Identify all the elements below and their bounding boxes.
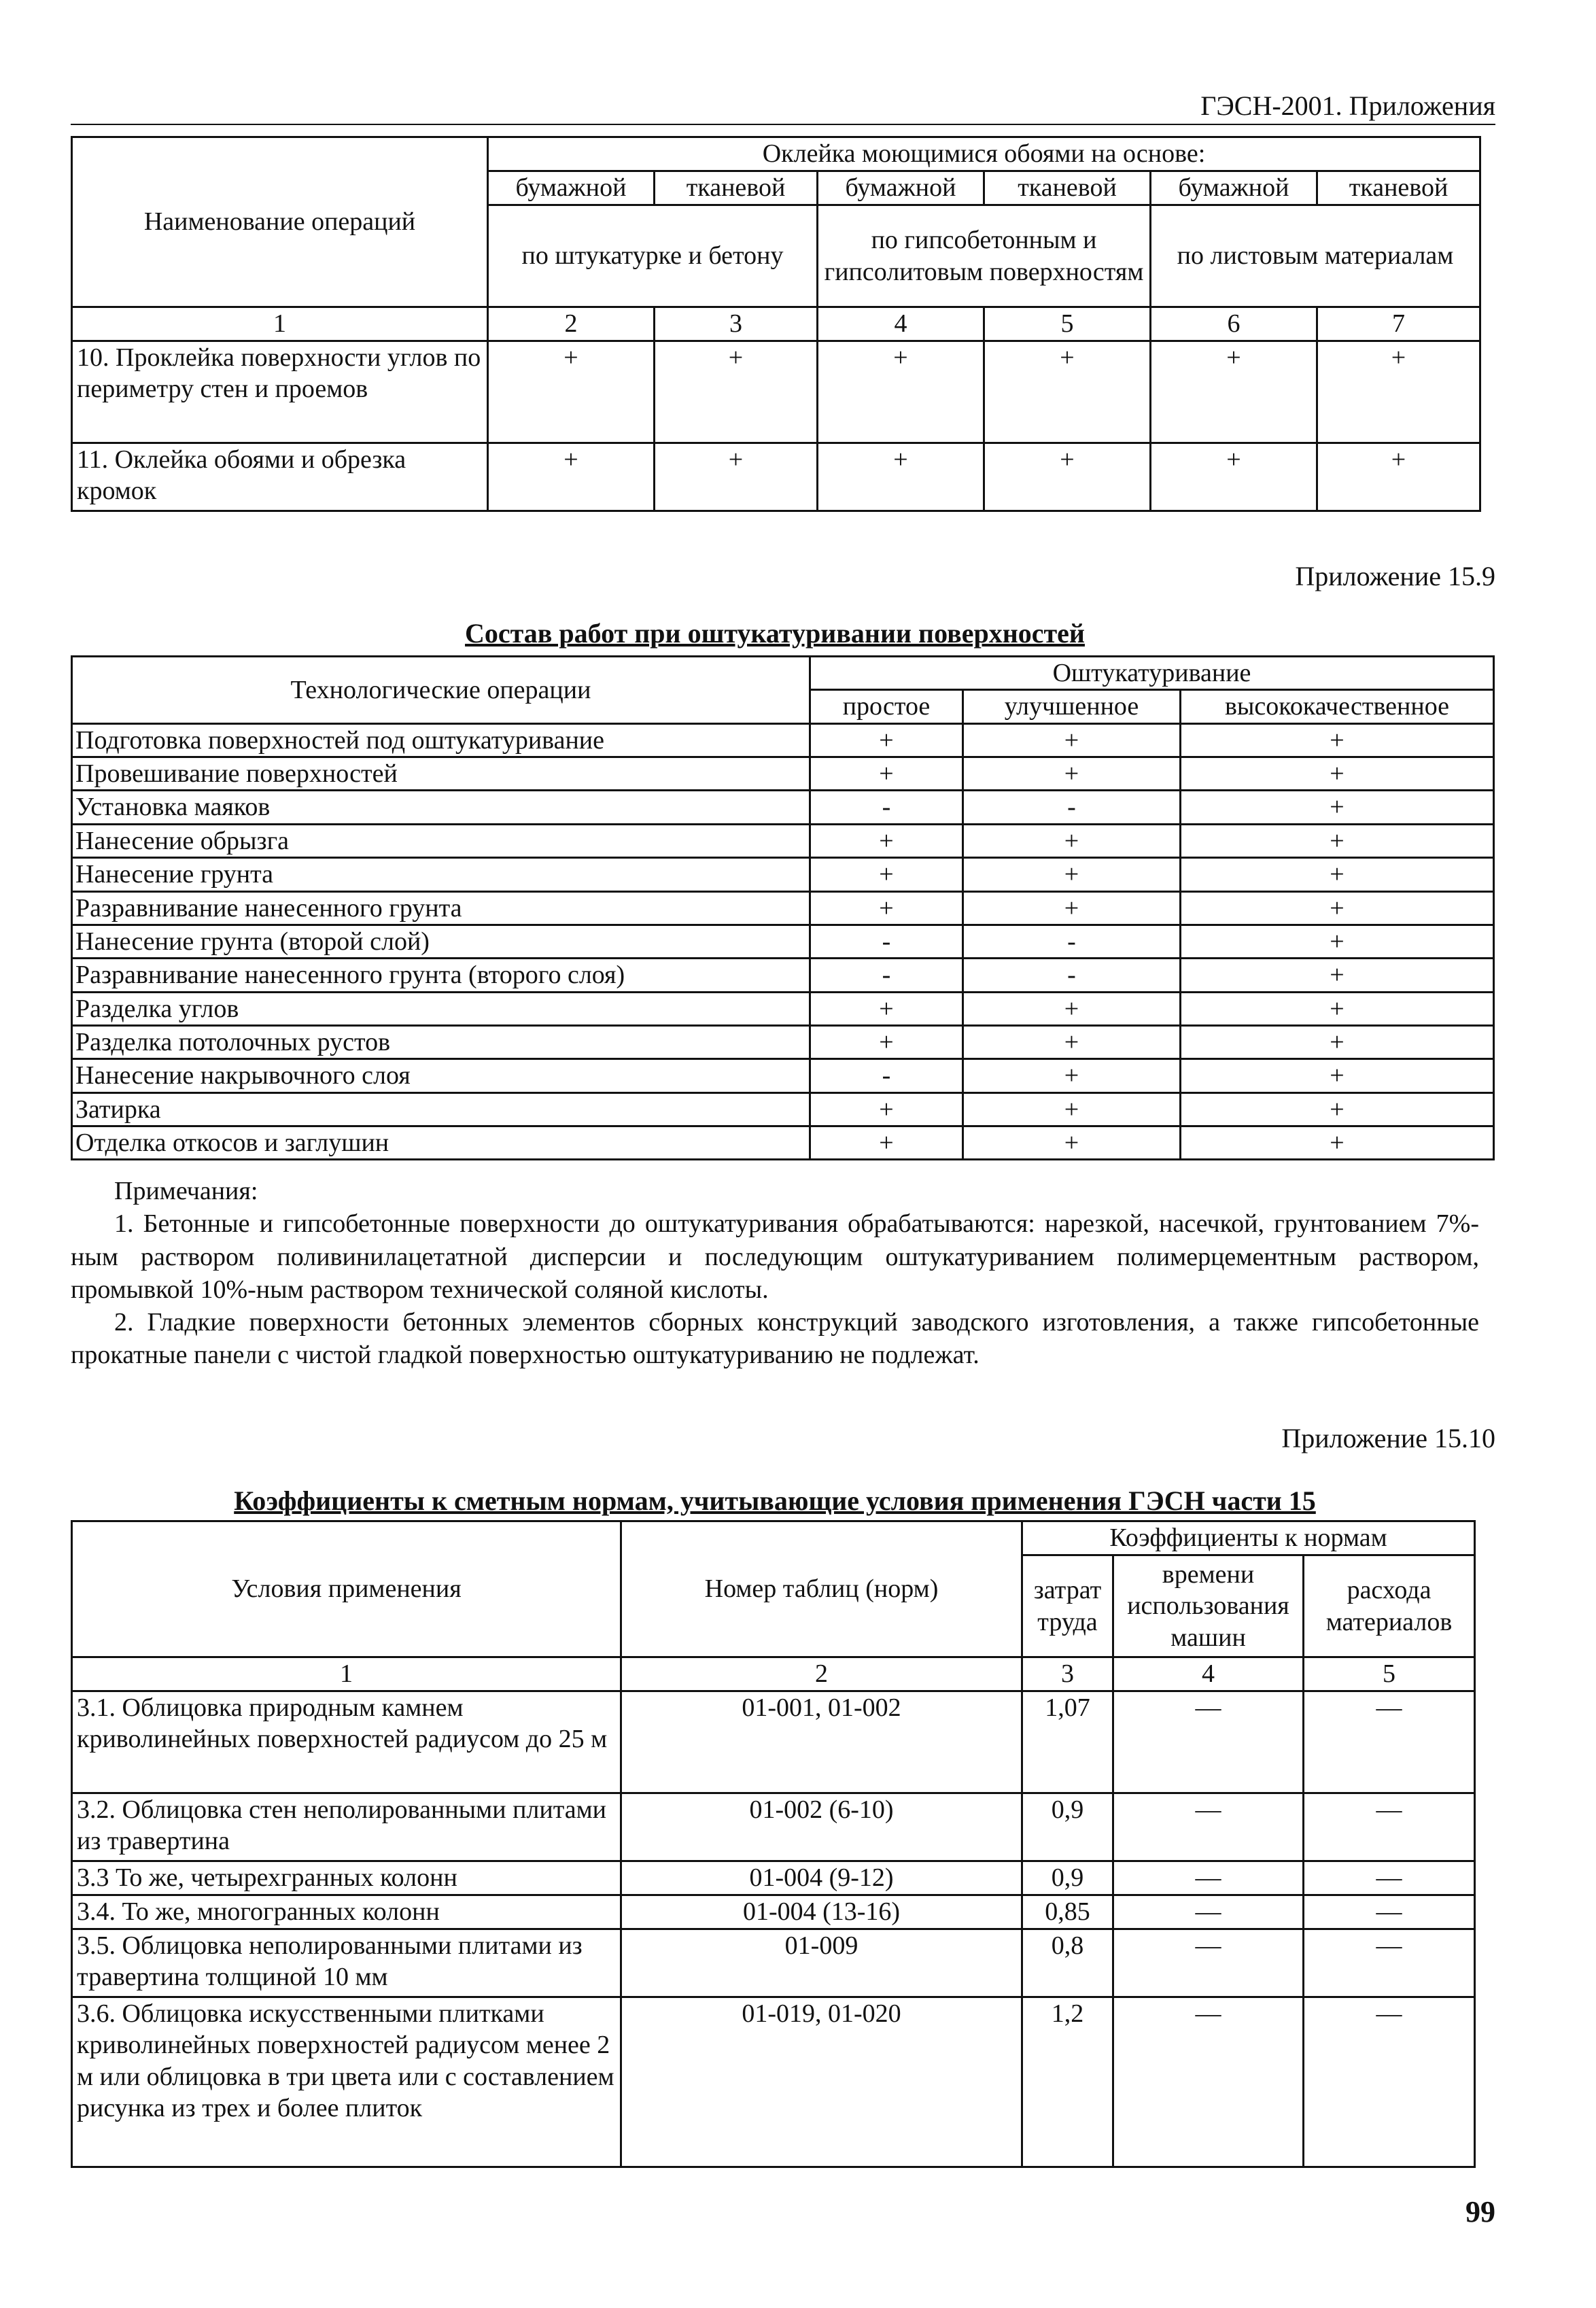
t1-base: по листовым материалам bbox=[1151, 205, 1480, 307]
t2-cell: - bbox=[963, 791, 1181, 824]
t2-cell: - bbox=[810, 959, 963, 992]
table-row bbox=[72, 1861, 1475, 1895]
t3-tables: 01-004 (9-12) bbox=[621, 1861, 1022, 1895]
t1-cell: + bbox=[655, 443, 818, 511]
t1-base: по штукатурке и бетону bbox=[488, 205, 818, 307]
table-row bbox=[72, 925, 1494, 958]
t2-cell: + bbox=[810, 723, 963, 757]
t2-cell: + bbox=[810, 1025, 963, 1058]
t1-cell: + bbox=[1317, 341, 1480, 443]
t2-cell: + bbox=[810, 992, 963, 1025]
table-row bbox=[72, 891, 1494, 925]
t3-header-tables: Номер таблиц (норм) bbox=[621, 1521, 1022, 1657]
table-title: Состав работ при оштукатуривании поверхностей bbox=[465, 618, 1085, 649]
t2-cell: + bbox=[963, 723, 1181, 757]
t3-cond: 3.6. Облицовка искусственными плитками криволинейных поверхностей радиусом менее 2 м или облицовка в три цвета или с составлением рисунка из трех и более плиток bbox=[72, 1997, 621, 2167]
t2-cell: + bbox=[1181, 959, 1494, 992]
t2-cell: + bbox=[963, 1059, 1181, 1092]
t1-colnum: 3 bbox=[655, 307, 818, 341]
t2-cell: + bbox=[810, 858, 963, 891]
t2-cell: + bbox=[1181, 1092, 1494, 1126]
notes-heading: Примечания: bbox=[114, 1177, 258, 1205]
wallpaper-operations-table bbox=[71, 136, 1481, 512]
t3-machine: — bbox=[1113, 1895, 1304, 1929]
t1-colnum: 6 bbox=[1151, 307, 1317, 341]
t2-cell: + bbox=[810, 1092, 963, 1126]
t1-colnum: 7 bbox=[1317, 307, 1480, 341]
table-row bbox=[72, 858, 1494, 891]
t1-cell: + bbox=[488, 341, 655, 443]
t2-cell: - bbox=[963, 959, 1181, 992]
t2-cell: + bbox=[1181, 858, 1494, 891]
t1-colnum: 1 bbox=[72, 307, 488, 341]
t2-row-name: Нанесение грунта bbox=[72, 858, 810, 891]
t1-cell: + bbox=[1151, 443, 1317, 511]
t3-machine: — bbox=[1113, 1997, 1304, 2167]
plastering-table bbox=[71, 655, 1495, 1160]
t2-cell: + bbox=[1181, 992, 1494, 1025]
t1-header-name: Наименование операций bbox=[72, 137, 488, 307]
t3-tables: 01-004 (13-16) bbox=[621, 1895, 1022, 1929]
t3-material: — bbox=[1304, 1691, 1475, 1793]
t2-type: улучшенное bbox=[963, 690, 1181, 723]
t3-cond: 3.3 То же, четырехгранных колонн bbox=[72, 1861, 621, 1895]
t2-cell: + bbox=[963, 1126, 1181, 1160]
t3-header-labor: затрат труда bbox=[1022, 1555, 1113, 1657]
t2-cell: + bbox=[963, 858, 1181, 891]
t1-cell: + bbox=[818, 443, 984, 511]
t2-cell: + bbox=[963, 891, 1181, 925]
t3-machine: — bbox=[1113, 1691, 1304, 1793]
t1-row-name: 11. Оклейка обоями и обрезка кромок bbox=[72, 443, 488, 511]
coefficients-table bbox=[71, 1520, 1476, 2168]
t2-header-ops: Технологические операции bbox=[72, 657, 810, 724]
t2-cell: + bbox=[810, 824, 963, 857]
t3-material: — bbox=[1304, 1929, 1475, 1997]
t1-cell: + bbox=[488, 443, 655, 511]
t1-cell: + bbox=[984, 341, 1151, 443]
table-row bbox=[72, 824, 1494, 857]
t3-tables: 01-009 bbox=[621, 1929, 1022, 1997]
t3-colnum: 3 bbox=[1022, 1657, 1113, 1691]
t2-cell: + bbox=[963, 1025, 1181, 1058]
table-title: Коэффициенты к сметным нормам, учитывающие условия применения ГЭСН части 15 bbox=[234, 1485, 1316, 1516]
t2-cell: + bbox=[1181, 1126, 1494, 1160]
t1-colnum: 4 bbox=[818, 307, 984, 341]
t2-cell: + bbox=[1181, 925, 1494, 958]
t3-material: — bbox=[1304, 1861, 1475, 1895]
t2-cell: + bbox=[963, 992, 1181, 1025]
t3-cond: 3.1. Облицовка природным камнем криволинейных поверхностей радиусом до 25 м bbox=[72, 1691, 621, 1793]
t1-type: тканевой bbox=[1317, 171, 1480, 205]
table-row bbox=[72, 1895, 1475, 1929]
t3-cond: 3.4. То же, многогранных колонн bbox=[72, 1895, 621, 1929]
t2-row-name: Установка маяков bbox=[72, 791, 810, 824]
t1-cell: + bbox=[984, 443, 1151, 511]
table-row bbox=[72, 1793, 1475, 1861]
t2-cell: + bbox=[1181, 791, 1494, 824]
t3-labor: 1,07 bbox=[1022, 1691, 1113, 1793]
note-item: 2. Гладкие поверхности бетонных элементов сборных конструкций заводского изготовления, а также гипсобетонные прокатные панели с чистой гладкой поверхностью оштукатуриванию не подлежат. bbox=[71, 1308, 1479, 1370]
t2-row-name: Разделка потолочных рустов bbox=[72, 1025, 810, 1058]
t3-machine: — bbox=[1113, 1793, 1304, 1861]
table-row bbox=[72, 992, 1494, 1025]
t1-type: бумажной bbox=[488, 171, 655, 205]
table-row bbox=[72, 1126, 1494, 1160]
table-row bbox=[72, 791, 1494, 824]
note-item: 1. Бетонные и гипсобетонные поверхности до оштукатуривания обрабатываются: нарезкой, насечкой, грунтованием 7%-ным раствором поливинилацетатной дисперсии и последующим оштукатуриванием полимерцементным раствором, промывкой 10%-ным раствором технической соляной кислоты. bbox=[71, 1209, 1479, 1304]
t2-cell: - bbox=[810, 1059, 963, 1092]
t2-cell: + bbox=[1181, 891, 1494, 925]
t1-base: по гипсобетонным и гипсолитовым поверхностям bbox=[818, 205, 1151, 307]
t2-cell: + bbox=[1181, 723, 1494, 757]
t2-type: высококачественное bbox=[1181, 690, 1494, 723]
t2-cell: + bbox=[1181, 824, 1494, 857]
table-row bbox=[72, 1092, 1494, 1126]
t3-colnum: 4 bbox=[1113, 1657, 1304, 1691]
appendix-label: Приложение 15.9 bbox=[1295, 561, 1495, 591]
t2-row-name: Нанесение накрывочного слоя bbox=[72, 1059, 810, 1092]
t2-cell: + bbox=[963, 757, 1181, 791]
table-row bbox=[72, 1929, 1475, 1997]
t1-type: тканевой bbox=[655, 171, 818, 205]
table-row bbox=[72, 341, 1480, 443]
t1-row-name: 10. Проклейка поверхности углов по периметру стен и проемов bbox=[72, 341, 488, 443]
t3-header-group: Коэффициенты к нормам bbox=[1022, 1521, 1475, 1555]
table-row bbox=[72, 757, 1494, 791]
t2-header-group: Оштукатуривание bbox=[810, 657, 1494, 690]
t3-material: — bbox=[1304, 1997, 1475, 2167]
t1-cell: + bbox=[1151, 341, 1317, 443]
t3-material: — bbox=[1304, 1895, 1475, 1929]
t2-row-name: Разделка углов bbox=[72, 992, 810, 1025]
t2-row-name: Подготовка поверхностей под оштукатуривание bbox=[72, 723, 810, 757]
t2-cell: - bbox=[810, 925, 963, 958]
t2-cell: - bbox=[810, 791, 963, 824]
page-number: 99 bbox=[1465, 2195, 1495, 2228]
running-header: ГЭСН-2001. Приложения bbox=[1200, 90, 1495, 121]
t1-colnum: 5 bbox=[984, 307, 1151, 341]
t3-tables: 01-002 (6-10) bbox=[621, 1793, 1022, 1861]
t1-cell: + bbox=[1317, 443, 1480, 511]
t2-cell: + bbox=[810, 891, 963, 925]
t3-labor: 0,8 bbox=[1022, 1929, 1113, 1997]
t2-cell: + bbox=[1181, 757, 1494, 791]
table-row bbox=[72, 1025, 1494, 1058]
t2-cell: + bbox=[963, 1092, 1181, 1126]
t2-cell: + bbox=[810, 1126, 963, 1160]
t3-cond: 3.2. Облицовка стен неполированными плитами из травертина bbox=[72, 1793, 621, 1861]
t1-colnum: 2 bbox=[488, 307, 655, 341]
t3-labor: 0,85 bbox=[1022, 1895, 1113, 1929]
t2-type: простое bbox=[810, 690, 963, 723]
t2-row-name: Разравнивание нанесенного грунта (второго слоя) bbox=[72, 959, 810, 992]
t2-row-name: Затирка bbox=[72, 1092, 810, 1126]
t3-labor: 0,9 bbox=[1022, 1861, 1113, 1895]
t1-cell: + bbox=[818, 341, 984, 443]
table-row bbox=[72, 959, 1494, 992]
t2-body bbox=[72, 723, 1494, 1160]
table-row bbox=[72, 1691, 1475, 1793]
t2-row-name: Отделка откосов и заглушин bbox=[72, 1126, 810, 1160]
table-row bbox=[72, 1059, 1494, 1092]
t3-labor: 0,9 bbox=[1022, 1793, 1113, 1861]
t2-cell: + bbox=[1181, 1025, 1494, 1058]
t3-tables: 01-001, 01-002 bbox=[621, 1691, 1022, 1793]
t3-colnum: 2 bbox=[621, 1657, 1022, 1691]
t2-row-name: Нанесение грунта (второй слой) bbox=[72, 925, 810, 958]
table-row bbox=[72, 1997, 1475, 2167]
t1-type: тканевой bbox=[984, 171, 1151, 205]
t2-cell: + bbox=[1181, 1059, 1494, 1092]
t2-cell: + bbox=[810, 757, 963, 791]
appendix-label: Приложение 15.10 bbox=[1281, 1423, 1495, 1453]
t3-machine: — bbox=[1113, 1929, 1304, 1997]
t3-header-material: расхода материалов bbox=[1304, 1555, 1475, 1657]
t3-cond: 3.5. Облицовка неполированными плитами из травертина толщиной 10 мм bbox=[72, 1929, 621, 1997]
header-rule bbox=[71, 124, 1495, 125]
t2-cell: - bbox=[963, 925, 1181, 958]
table-row bbox=[72, 443, 1480, 511]
notes bbox=[71, 1175, 1479, 1372]
t3-colnum: 5 bbox=[1304, 1657, 1475, 1691]
t2-row-name: Разравнивание нанесенного грунта bbox=[72, 891, 810, 925]
t1-type: бумажной bbox=[818, 171, 984, 205]
t1-cell: + bbox=[655, 341, 818, 443]
t1-type: бумажной bbox=[1151, 171, 1317, 205]
table-row bbox=[72, 723, 1494, 757]
t3-header-cond: Условия применения bbox=[72, 1521, 621, 1657]
t3-material: — bbox=[1304, 1793, 1475, 1861]
t3-machine: — bbox=[1113, 1861, 1304, 1895]
t3-tables: 01-019, 01-020 bbox=[621, 1997, 1022, 2167]
t3-colnum: 1 bbox=[72, 1657, 621, 1691]
t3-body bbox=[72, 1691, 1475, 2167]
t2-cell: + bbox=[963, 824, 1181, 857]
t1-header-group: Оклейка моющимися обоями на основе: bbox=[488, 137, 1480, 171]
t3-header-machine: времени использования машин bbox=[1113, 1555, 1304, 1657]
t3-labor: 1,2 bbox=[1022, 1997, 1113, 2167]
t2-row-name: Нанесение обрызга bbox=[72, 824, 810, 857]
t2-row-name: Провешивание поверхностей bbox=[72, 757, 810, 791]
